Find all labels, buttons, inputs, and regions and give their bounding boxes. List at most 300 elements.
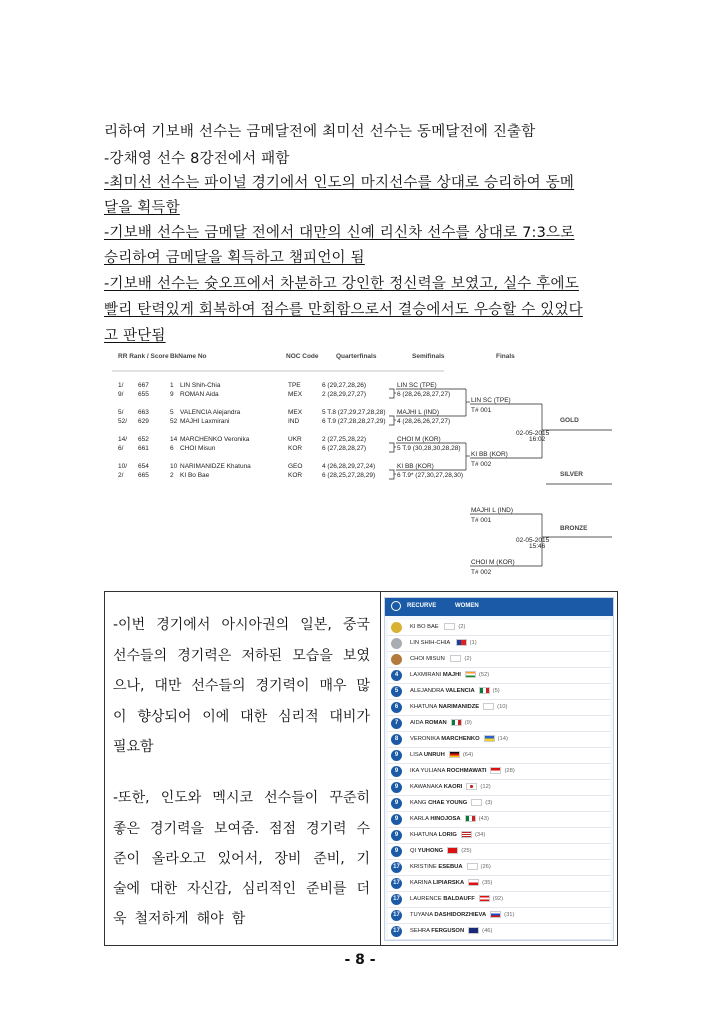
rank-badge: 4 [391,670,402,681]
analysis-word: 일본, [300,617,332,633]
athlete-first: CHOI MISUN [410,656,445,663]
analysis-word: 선수들의 [113,648,168,664]
body-line-1: 리하여 기보배 선수는 금메달전에 최미선 선수는 동메달전에 진출함 [104,124,536,140]
bronze-entry [470,559,542,576]
analysis-word: 심리적인 [241,881,297,897]
athlete-first: QI [410,848,417,855]
analysis-word: 저하된 [241,648,283,664]
athlete-name [410,671,489,678]
semifinal-entry [396,409,466,425]
analysis-line [113,818,370,838]
athlete-last: HINOJOSA [430,816,461,823]
analysis-word: 준이 [113,851,141,867]
svg-text:1/: 1/ [118,382,124,389]
seed-count: (9) [464,720,472,727]
ranking-row [388,700,610,716]
flag-icon [479,895,490,902]
analysis-word: -또한, [113,790,150,806]
rank-badge: 17 [391,926,402,937]
athlete-first: KARLA [410,816,429,823]
analysis-word: 경기력이 [255,678,310,694]
flag-icon [456,639,467,646]
seed-count: (31) [504,912,515,919]
analysis-word: 준비를 [305,881,347,897]
hdr-bk: BkName No [170,353,207,360]
rank-badge: 6 [391,702,402,713]
athlete-last: VALENCIA [445,688,475,695]
analysis-word: 선수들의 [191,678,246,694]
entry-row [118,391,366,398]
svg-text:IND: IND [288,418,300,425]
entry-row [118,463,375,470]
athlete-name [410,735,508,742]
ranking-row [388,652,610,668]
analysis-word: 이 [113,709,127,725]
analysis-word: 꾸준히 [329,790,370,806]
analysis-word: 대한 [149,881,178,897]
athlete-first: KHATUNA [410,704,437,711]
svg-text:T# 002: T# 002 [471,569,492,576]
analysis-table [104,591,618,946]
athlete-name [410,927,492,934]
sf-connectors [466,389,470,470]
analysis-word: 경기에서 [156,617,211,633]
analysis-word: 욱 [113,911,127,927]
flag-icon [465,815,476,822]
bronze-medal-icon [391,654,402,665]
rankings-image-cell [381,592,617,945]
athlete-name [410,911,514,918]
svg-text:2/: 2/ [118,472,124,479]
ranking-row [388,828,610,844]
svg-text:6 (28,25,27,28,29): 6 (28,25,27,28,29) [322,472,376,479]
athlete-name [410,719,472,726]
flag-icon [483,703,494,710]
athlete-last: CHAE YOUNG [428,800,468,807]
seed-count: (2) [458,624,466,631]
ranking-row [388,716,610,732]
rank-badge: 5 [391,686,402,697]
rankings-panel [384,597,614,941]
body-line-4: 달을 획득함 [104,200,180,216]
seed-count: (92) [492,896,504,903]
svg-text:UKR: UKR [288,436,302,443]
svg-text:9/: 9/ [118,391,124,398]
svg-text:10/: 10/ [118,463,128,470]
analysis-word: 향상되어 [137,709,192,725]
athlete-name [410,863,491,870]
athlete-first: LAXMIRANI [410,672,442,679]
rank-badge: 17 [391,862,402,873]
rankings-title: RECURVE [407,603,437,609]
svg-text:KI BB (KOR): KI BB (KOR) [471,451,508,458]
seed-count: (10) [497,704,508,711]
page-number: - 8 - [344,952,376,968]
svg-text:KI BB (KOR): KI BB (KOR) [397,463,434,470]
athlete-last: LORIG [438,832,457,839]
svg-text:652: 652 [138,436,149,443]
seed-count: (26) [480,864,491,871]
seed-count: (46) [482,928,493,935]
body-line-9: 고 판단됨 [104,328,166,344]
ranking-row [388,780,610,796]
svg-text:6 T.9* (27,30,27,28,30): 6 T.9* (27,30,27,28,30) [397,472,464,479]
flag-icon [467,863,478,870]
flag-icon [479,687,490,694]
seed-count: (2) [464,656,472,663]
athlete-name [410,879,492,886]
svg-text:6/: 6/ [118,445,124,452]
body-line-7: -기보배 선수는 슛오프에서 차분하고 강인한 정신력을 보였고, 실수 후에도 [104,276,579,292]
flag-icon [461,831,472,838]
analysis-word: 기 [356,851,370,867]
svg-text:2: 2 [170,472,174,479]
analysis-word: 선수들이 [264,790,319,806]
svg-text:6 (27,28,28,27): 6 (27,28,28,27) [322,445,367,452]
ranking-row [388,812,610,828]
svg-text:4 (26,28,29,27,24): 4 (26,28,29,27,24) [322,463,376,470]
svg-text:665: 665 [138,472,149,479]
rank-badge: 17 [391,878,402,889]
svg-text:LIN SC (TPE): LIN SC (TPE) [397,382,437,389]
seed-count: (3) [485,800,493,807]
athlete-first: KHATUNA [410,832,437,839]
hdr-rank: RR Rank / Score [118,353,169,360]
svg-text:5: 5 [170,409,174,416]
rank-badge: 9 [391,798,402,809]
svg-text:5/: 5/ [118,409,124,416]
athlete-last: KAORI [443,784,463,791]
analysis-line [113,787,370,807]
flag-icon [449,751,460,758]
svg-text:5 T.8 (27,29,27,28,28): 5 T.8 (27,29,27,28,28) [322,409,386,416]
ranking-row [388,748,610,764]
analysis-word: 매우 [319,678,347,694]
rank-badge: 7 [391,718,402,729]
svg-text:661: 661 [138,445,149,452]
ranking-row [388,668,610,684]
hdr-qf: Quarterfinals [336,353,377,360]
athlete-first: SEHRA [410,928,430,935]
flag-icon [444,623,455,630]
svg-text:MAJHI Laxmirani: MAJHI Laxmirani [180,418,230,425]
bronze-entry [470,507,542,524]
bronze-connectors [542,514,612,566]
hdr-final: Finals [496,353,515,360]
athlete-last: ROCHMAWATI [446,768,487,775]
athlete-name [410,815,489,822]
ranking-row [388,764,610,780]
analysis-word: 심리적 [278,709,319,725]
athlete-first: VERONIKA [410,736,440,743]
analysis-word: 대만 [154,678,182,694]
svg-text:667: 667 [138,382,149,389]
athlete-name [410,799,492,806]
svg-text:KOR: KOR [288,445,303,452]
athlete-name [410,655,472,662]
body-line-6: 승리하여 금메달을 획득하고 챔피언이 됨 [104,250,365,266]
hdr-sf: Semifinals [412,353,445,360]
svg-text:629: 629 [138,418,149,425]
entry-row [118,418,385,425]
analysis-line [113,908,370,928]
svg-text:KI Bo Bae: KI Bo Bae [180,472,210,479]
analysis-word: 있어서, [217,851,263,867]
analysis-line [113,736,370,756]
athlete-last: ROMAN [424,720,447,727]
analysis-word: 함 [231,911,246,927]
athlete-name [410,687,500,694]
svg-text:MARCHENKO Veronika: MARCHENKO Veronika [180,436,250,443]
body-line-3: -최미선 선수는 파이널 경기에서 인도의 마지선수를 상대로 승리하여 동메 [104,175,575,191]
athlete-name [410,847,472,854]
analysis-line [113,706,370,726]
analysis-word: 중국 [342,617,370,633]
analysis-word: 으나, [113,678,145,694]
bracket-svg [104,352,620,580]
athlete-last: BALDAUFF [443,896,475,903]
svg-text:CHOI M (KOR): CHOI M (KOR) [471,559,515,566]
svg-text:LIN Shih-Chia: LIN Shih-Chia [180,382,221,389]
body-line-2: -강채영 선수 8강전에서 패함 [104,151,290,167]
athlete-name [410,703,507,710]
hdr-noc: NOC Code [286,353,319,360]
entry-row [118,436,366,443]
athlete-name [410,895,503,902]
athlete-first: AIDA [410,720,424,727]
athlete-last: FERGUSON [431,928,465,935]
semifinal-entry [396,463,466,479]
seed-count: (25) [461,848,472,855]
svg-text:6 (29,27,28,26): 6 (29,27,28,26) [322,382,367,389]
tournament-bracket [104,352,620,580]
analysis-word: 올라오고 [151,851,206,867]
svg-text:4 (28,26,26,27,27): 4 (28,26,26,27,27) [397,418,451,425]
flag-icon [490,767,501,774]
seed-count: (35) [482,880,493,887]
svg-text:NARIMANIDZE Khatuna: NARIMANIDZE Khatuna [180,463,251,470]
svg-text:MEX: MEX [288,391,303,398]
athlete-last: LIPIARSKA [432,880,465,887]
athlete-last: NARIMANIDZE [438,704,480,711]
entry-row [118,409,385,416]
svg-text:655: 655 [138,391,149,398]
silver-label: SILVER [560,471,583,478]
svg-text:CHOI Misun: CHOI Misun [180,445,216,452]
rank-badge: 17 [391,894,402,905]
rankings-header [385,598,613,616]
athlete-first: TUYANA [410,912,433,919]
svg-text:2 (28,29,27,27): 2 (28,29,27,27) [322,391,367,398]
ranking-row [388,796,610,812]
gold-label: GOLD [560,417,579,424]
analysis-word: 경기력은 [177,648,232,664]
athlete-last: YUHONG [417,848,444,855]
analysis-line [113,878,370,898]
svg-text:9: 9 [170,391,174,398]
analysis-word: 해야 [196,911,224,927]
svg-text:6 (28,26,28,27,27): 6 (28,26,28,27,27) [397,391,451,398]
svg-text:T# 001: T# 001 [471,407,492,414]
rank-badge: 9 [391,830,402,841]
analysis-word: 모습을 [292,648,333,664]
athlete-first: LIN SHIH-CHIA [410,640,450,647]
rank-badge: 9 [391,782,402,793]
semifinal-entry [396,436,466,452]
entry-row [118,472,375,479]
semifinal-entry [396,382,466,398]
svg-text:TPE: TPE [288,382,301,389]
analysis-line [113,645,370,665]
seed-count: (28) [504,768,515,775]
athlete-last: MAJHI [442,672,461,679]
rank-badge: 9 [391,814,402,825]
svg-text:KOR: KOR [288,472,303,479]
ranking-row [388,636,610,652]
seed-count: (12) [480,784,491,791]
gold-medal-icon [391,622,402,633]
athlete-name [410,783,491,790]
body-line-5: -기보배 선수는 금메달 전에서 대만의 신예 리신차 선수를 상대로 7:3으로 [104,225,575,241]
athlete-first: IKA YULIANA [410,768,446,775]
athlete-first: KANG [410,800,427,807]
athlete-name [410,639,477,646]
analysis-word: 장비 [274,851,302,867]
svg-text:MEX: MEX [288,409,303,416]
analysis-word: -이번 [113,617,146,633]
ranking-row [388,732,610,748]
svg-text:14: 14 [170,436,178,443]
analysis-word: 필요함 [113,739,154,755]
svg-text:VALENCIA Alejandra: VALENCIA Alejandra [180,409,241,416]
analysis-word: 더 [356,881,370,897]
svg-text:6: 6 [170,445,174,452]
svg-text:654: 654 [138,463,149,470]
flag-icon [484,735,495,742]
analysis-word: 경기력 [305,821,347,837]
athlete-name [410,831,485,838]
svg-text:14/: 14/ [118,436,128,443]
entry-row [118,445,366,452]
ranking-row [388,860,610,876]
seed-count: (34) [474,832,486,839]
svg-text:52/: 52/ [118,418,128,425]
athlete-last: DASHIDORZHIEVA [434,912,487,919]
ranking-row [388,908,610,924]
analysis-line [113,675,370,695]
analysis-word: 보여줌. [214,821,260,837]
athlete-name [410,623,465,630]
gold-time: 16:02 [529,436,546,443]
athlete-first: LAURENCE [410,896,442,903]
analysis-text-cell [105,592,381,945]
bronze-label: BRONZE [560,525,588,532]
analysis-word: 대한 [240,709,268,725]
rank-badge: 9 [391,766,402,777]
athlete-first: ALEJANDRA [410,688,444,695]
seed-count: (5) [492,688,500,695]
flag-icon [451,719,462,726]
analysis-word: 준비, [313,851,345,867]
seed-count: (52) [478,672,490,679]
analysis-word: 이에 [202,709,230,725]
athlete-last: UNRUH [423,752,445,759]
svg-text:MAJHI L (IND): MAJHI L (IND) [471,507,514,514]
athlete-first: KI BO BAE [410,624,439,631]
flag-icon [447,847,458,854]
athlete-first: KARINA [410,880,432,887]
analysis-word: 철저하게 [134,911,189,927]
svg-text:ROMAN Aida: ROMAN Aida [180,391,219,398]
athlete-last: MARCHENKO [441,736,480,743]
analysis-word: 점점 [268,821,297,837]
rank-badge: 8 [391,734,402,745]
svg-text:GEO: GEO [288,463,303,470]
analysis-word: 술에 [113,881,141,897]
seed-count: (64) [462,752,474,759]
athlete-name [410,751,473,758]
athlete-first: KRISTINE [410,864,437,871]
svg-text:LIN SC (TPE): LIN SC (TPE) [471,397,511,404]
seed-count: (43) [478,816,489,823]
svg-text:T# 002: T# 002 [471,461,492,468]
flag-icon [471,799,482,806]
athlete-last: ESEBUA [438,864,463,871]
bronze-date: 02-05-2015 [516,537,550,544]
analysis-line [113,848,370,868]
ranking-row [388,684,610,700]
svg-text:6 T.9 (27,28,28,27,29): 6 T.9 (27,28,28,27,29) [322,418,386,425]
rank-badge: 9 [391,750,402,761]
analysis-word: 자신감, [186,881,232,897]
analysis-word: 보였 [342,648,370,664]
flag-icon [468,879,479,886]
bronze-time: 15:46 [529,543,546,550]
ranking-row [388,844,610,860]
entry-row [118,382,366,389]
athlete-first: KAWANAKA [410,784,443,791]
rank-badge: 9 [391,846,402,857]
athlete-name [410,767,515,774]
athlete-first: LISA [410,752,423,759]
svg-text:2 (27,25,28,22): 2 (27,25,28,22) [322,436,367,443]
svg-text:5 T.9 (30,28,30,28,28): 5 T.9 (30,28,30,28,28) [397,445,461,452]
analysis-line [113,614,370,634]
analysis-word: 멕시코 [212,790,253,806]
seed-count: (1) [469,640,477,647]
ranking-row [388,924,610,940]
final-entry [470,451,542,468]
svg-text:1: 1 [170,382,174,389]
ranking-row [388,620,610,636]
svg-text:10: 10 [170,463,178,470]
flag-icon [466,783,477,790]
flag-icon [468,927,479,934]
flag-icon [490,911,501,918]
rank-badge: 17 [391,910,402,921]
analysis-word: 많 [356,678,370,694]
analysis-word: 아시아권의 [221,617,290,633]
flag-icon [450,655,461,662]
analysis-word: 인도와 [160,790,202,806]
analysis-word: 대비가 [329,709,370,725]
final-entry [470,397,542,414]
svg-text:MAJHI L (IND): MAJHI L (IND) [397,409,440,416]
qf-connectors [389,389,396,479]
analysis-word: 수 [356,821,370,837]
ranking-row [388,876,610,892]
body-line-8: 빨리 탄력있게 회복하여 점수를 만회함으로서 결승에서도 우승할 수 있었다 [104,302,583,318]
